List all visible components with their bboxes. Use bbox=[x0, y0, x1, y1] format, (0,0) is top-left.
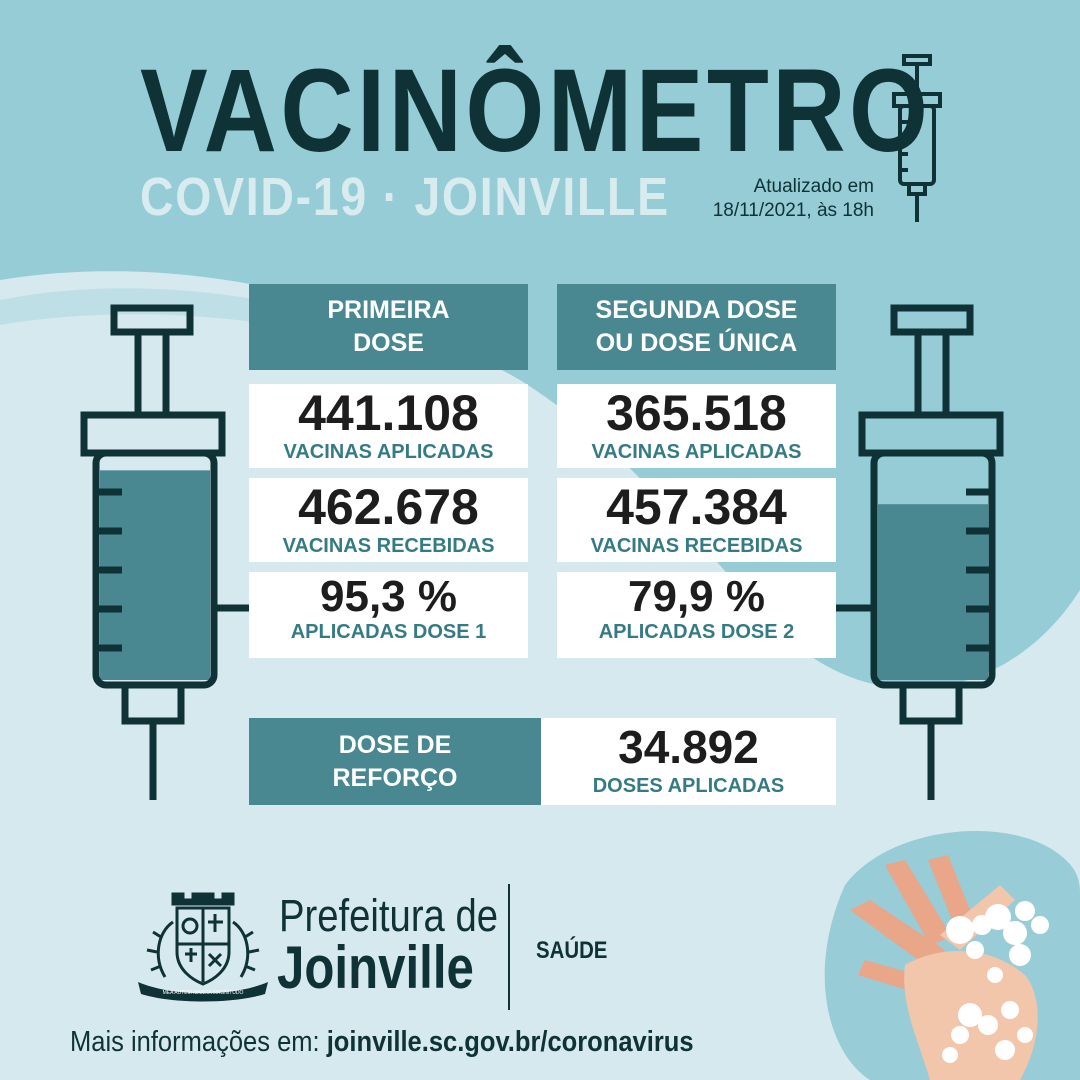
syringe-icon bbox=[60, 300, 250, 810]
logo-line1: Prefeitura de bbox=[279, 890, 499, 941]
page-title: VACINÔMETRO bbox=[140, 45, 932, 177]
updated-label: Atualizado em bbox=[753, 176, 874, 197]
second-dose-percent-card bbox=[557, 572, 836, 658]
coat-of-arms-icon bbox=[133, 882, 273, 1007]
second-dose-percent-value: 79,9 % bbox=[628, 572, 765, 621]
first-dose-applied-value: 441.108 bbox=[298, 385, 479, 441]
booster-header-line2: REFORÇO bbox=[332, 763, 458, 792]
booster-header-line1: DOSE DE bbox=[338, 730, 452, 759]
booster-card bbox=[541, 718, 836, 805]
first-dose-header bbox=[249, 284, 528, 370]
second-dose-header bbox=[557, 284, 836, 370]
footer bbox=[70, 1026, 694, 1059]
logo-line2: Joinville bbox=[277, 934, 474, 1001]
syringe-icon bbox=[834, 300, 1024, 810]
logo-divider bbox=[508, 884, 510, 1010]
first-dose-header-line2: DOSE bbox=[353, 329, 424, 357]
second-dose-header-line2: OU DOSE ÚNICA bbox=[595, 329, 798, 357]
first-dose-header-line1: PRIMEIRA bbox=[327, 296, 450, 324]
updated-date: 18/11/2021, às 18h bbox=[712, 200, 874, 221]
first-dose-applied-card bbox=[249, 384, 528, 468]
first-dose-received-label: VACINAS RECEBIDAS bbox=[282, 535, 495, 557]
second-dose-applied-value: 365.518 bbox=[606, 385, 787, 441]
page-subtitle: COVID-19 · JOINVILLE bbox=[140, 167, 670, 227]
booster-label: DOSES APLICADAS bbox=[592, 775, 785, 797]
booster-value: 34.892 bbox=[618, 721, 759, 773]
department-label: SAÚDE bbox=[536, 937, 608, 964]
footer-prefix: Mais informações em: bbox=[70, 1026, 320, 1058]
syringe-icon bbox=[885, 52, 947, 227]
first-dose-percent-value: 95,3 % bbox=[320, 572, 457, 621]
second-dose-applied-label: VACINAS APLICADAS bbox=[591, 441, 802, 463]
updated-timestamp bbox=[662, 175, 874, 223]
second-dose-received-card bbox=[557, 478, 836, 562]
footer-url[interactable]: joinville.sc.gov.br/coronavirus bbox=[326, 1026, 694, 1058]
hand-washing-icon bbox=[810, 825, 1080, 1080]
second-dose-header-line1: SEGUNDA DOSE bbox=[595, 296, 798, 324]
first-dose-percent-card bbox=[249, 572, 528, 658]
first-dose-received-card bbox=[249, 478, 528, 562]
second-dose-applied-card bbox=[557, 384, 836, 468]
coat-of-arms-motto: MEA AUTEM MARITA MAGNITUDO bbox=[162, 990, 244, 996]
first-dose-applied-label: VACINAS APLICADAS bbox=[283, 441, 494, 463]
first-dose-received-value: 462.678 bbox=[298, 479, 479, 535]
first-dose-percent-label: APLICADAS DOSE 1 bbox=[290, 621, 487, 643]
second-dose-percent-label: APLICADAS DOSE 2 bbox=[598, 621, 795, 643]
second-dose-received-value: 457.384 bbox=[606, 479, 787, 535]
second-dose-received-label: VACINAS RECEBIDAS bbox=[590, 535, 803, 557]
booster-header bbox=[249, 718, 541, 805]
